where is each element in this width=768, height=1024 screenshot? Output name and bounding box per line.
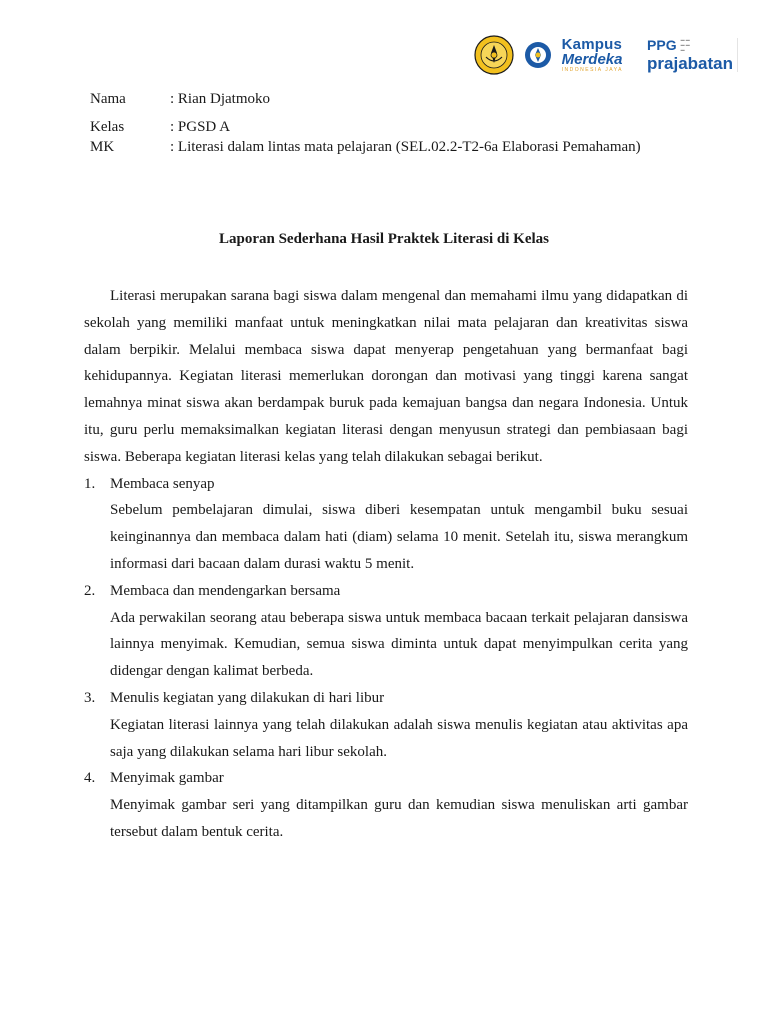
ppg-line1: PPG — [647, 37, 677, 54]
intro-paragraph: Literasi merupakan sarana bagi siswa dalam mengenal dan memahami ilmu yang didapatkan di sekolah yang memiliki manfaat untuk meningkatkan nilai mata pelajaran dan kreativitas siswa dalam berpikir. Melalui membaca siswa dapat menyerap pengetahuan yang bermanfaat bagi kehidupannya. Kegiatan literasi memerlukan dorongan dan motivasi yang tinggi karena sangat lemahnya minat siswa akan berdampak buruk pada kemajuan bangsa dan negara Indonesia. Untuk itu, guru perlu memaksimalkan kegiatan literasi dengan menyusun strategi dan pembiasaan bagi siswa. Beberapa kegiatan literasi kelas yang telah dilakukan sebagai berikut. — [84, 288, 688, 465]
list-number: 3. — [84, 689, 96, 706]
list-heading: Membaca senyap — [110, 475, 215, 492]
document-title: Laporan Sederhana Hasil Praktek Literasi di Kelas — [218, 231, 549, 247]
list-item — [84, 578, 688, 685]
activity-list — [84, 471, 688, 846]
list-heading: Membaca dan mendengarkan bersama — [110, 582, 341, 599]
kampus-merdeka-logo — [562, 37, 623, 73]
ppg-line2: prajabatan — [647, 53, 733, 73]
ppg-row — [647, 38, 733, 52]
universitas-jember-logo — [474, 35, 514, 75]
meta-value: : PGSD A — [170, 119, 231, 135]
list-description: Ada perwakilan seorang atau beberapa siswa untuk membaca bacaan terkait pelajaran dansiswa lainnya menyimak. Kemudian, semua siswa diminta untuk dapat menyimpulkan cerita yang didengar dengan kalimat berbeda. — [110, 609, 688, 680]
list-number: 2. — [84, 582, 96, 599]
meta-value: : Rian Djatmoko — [170, 91, 270, 107]
list-description: Kegiatan literasi lainnya yang telah dilakukan adalah siswa menulis kegiatan atau aktivitas apa saja yang dilakukan selama hari libur sekolah. — [110, 716, 688, 760]
meta-label: Nama — [90, 91, 126, 107]
kampus-merdeka-line2: Merdeka — [561, 51, 623, 68]
meta-label: Kelas — [90, 119, 125, 135]
ppg-tagline-mark: ▬ ▬ ▬ ▬ ▬ — [680, 37, 690, 52]
kampus-merdeka-line1: Kampus — [561, 36, 623, 53]
kampus-merdeka-line3: INDONESIA JAYA — [561, 67, 624, 73]
list-heading: Menyimak gambar — [110, 770, 224, 787]
ppg-prajabatan-logo — [647, 38, 738, 71]
meta-label: MK — [90, 139, 115, 155]
header-logos — [474, 30, 738, 80]
tut-wuri-handayani-logo — [524, 41, 552, 69]
list-number: 4. — [84, 770, 96, 787]
document-body — [84, 283, 688, 846]
meta-value: : Literasi dalam lintas mata pelajaran (SEL.02.2-T2-6a Elaborasi Pemahaman) — [170, 139, 641, 155]
list-description: Sebelum pembelajaran dimulai, siswa diberi kesempatan untuk mengambil buku sesuai keinginannya dan membaca dalam hati (diam) selama 10 menit. Setelah itu, siswa merangkum informasi dari bacaan dalam durasi waktu 5 menit. — [110, 502, 688, 572]
list-item — [84, 685, 688, 765]
list-number: 1. — [84, 475, 96, 492]
list-heading: Menulis kegiatan yang dilakukan di hari libur — [110, 689, 385, 706]
list-item — [84, 471, 688, 578]
list-item — [84, 765, 688, 845]
list-description: Menyimak gambar seri yang ditampilkan guru dan kemudian siswa menuliskan arti gambar tersebut dalam bentuk cerita. — [110, 797, 688, 840]
